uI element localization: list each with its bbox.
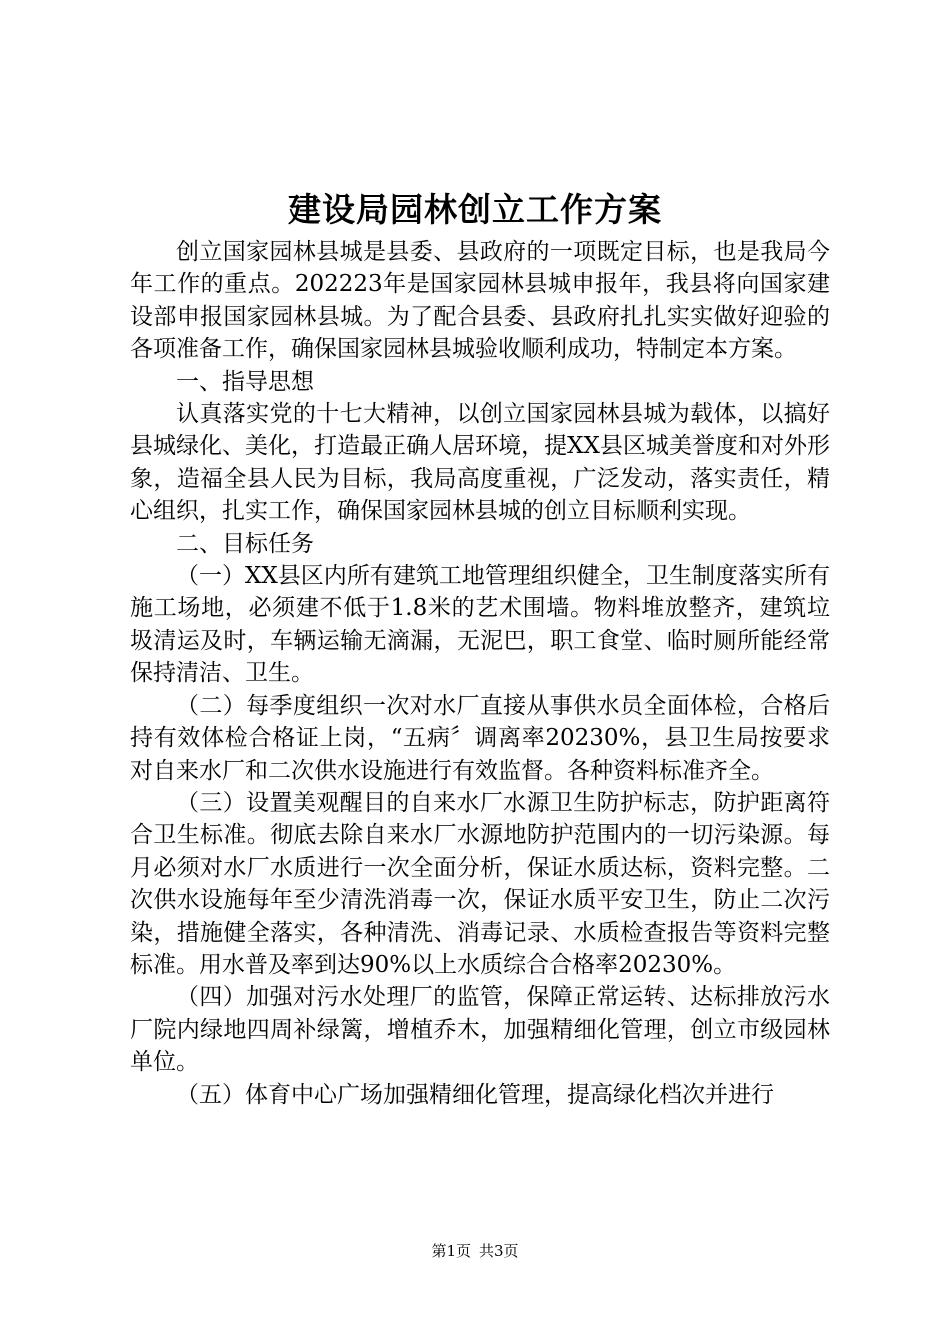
document-body	[130, 236, 830, 1111]
page-footer	[0, 1241, 950, 1261]
paragraph-target-1: （一）XX县区内所有建筑工地管理组织健全，卫生制度落实所有施工场地，必须建不低于1.8米的艺术围墙。物料堆放整齐，建筑垃圾清运及时，车辆运输无滴漏，无泥巴，职工食堂、临时厕所能经常保持清洁、卫生。	[130, 563, 830, 687]
section-heading-targets: 二、目标任务	[176, 530, 314, 557]
paragraph-target-2: （二）每季度组织一次对水厂直接从事供水员全面体检，合格后持有效体检合格证上岗，“五病〞调离率20230%，县卫生局按要求对自来水厂和二次供水设施进行有效监督。各种资料标准齐全。	[130, 692, 830, 784]
document-title: 建设局园林创立工作方案	[288, 190, 662, 229]
paragraph-intro: 创立国家园林县城是县委、县政府的一项既定目标，也是我局今年工作的重点。202223年是国家园林县城申报年，我县将向国家建设部申报国家园林县城。为了配合县委、县政府扎扎实实做好迎验的各项准备工作，确保国家园林县城验收顺利成功，特制定本方案。	[130, 239, 830, 363]
page-total: 共3页	[479, 1242, 519, 1260]
page-number: 第1页	[431, 1242, 471, 1260]
paragraph-target-4: （四）加强对污水处理厂的监管，保障正常运转、达标排放污水厂院内绿地四周补绿篱，增植乔木，加强精细化管理，创立市级园林单位。	[130, 984, 830, 1076]
section-heading-guiding-ideology: 一、指导思想	[176, 368, 314, 395]
paragraph-target-3: （三）设置美观醒目的自来水厂水源卫生防护标志，防护距离符合卫生标准。彻底去除自来水厂水源地防护范围内的一切污染源。每月必须对水厂水质进行一次全面分析，保证水质达标，资料完整。二次供水设施每年至少清洗消毒一次，保证水质平安卫生，防止二次污染，措施健全落实，各种清洗、消毒记录、水质检查报告等资料完整标准。用水普及率到达90%以上水质综合合格率20230%。	[130, 789, 830, 978]
paragraph-target-5: （五）体育中心广场加强精细化管理，提高绿化档次并进行	[176, 1081, 774, 1108]
paragraph-guiding-ideology: 认真落实党的十七大精神，以创立国家园林县城为载体，以搞好县城绿化、美化，打造最正确人居环境，提XX县区城美誉度和对外形象，造福全县人民为目标，我局高度重视，广泛发动，落实责任，精心组织，扎实工作，确保国家园林县城的创立目标顺利实现。	[130, 401, 830, 525]
